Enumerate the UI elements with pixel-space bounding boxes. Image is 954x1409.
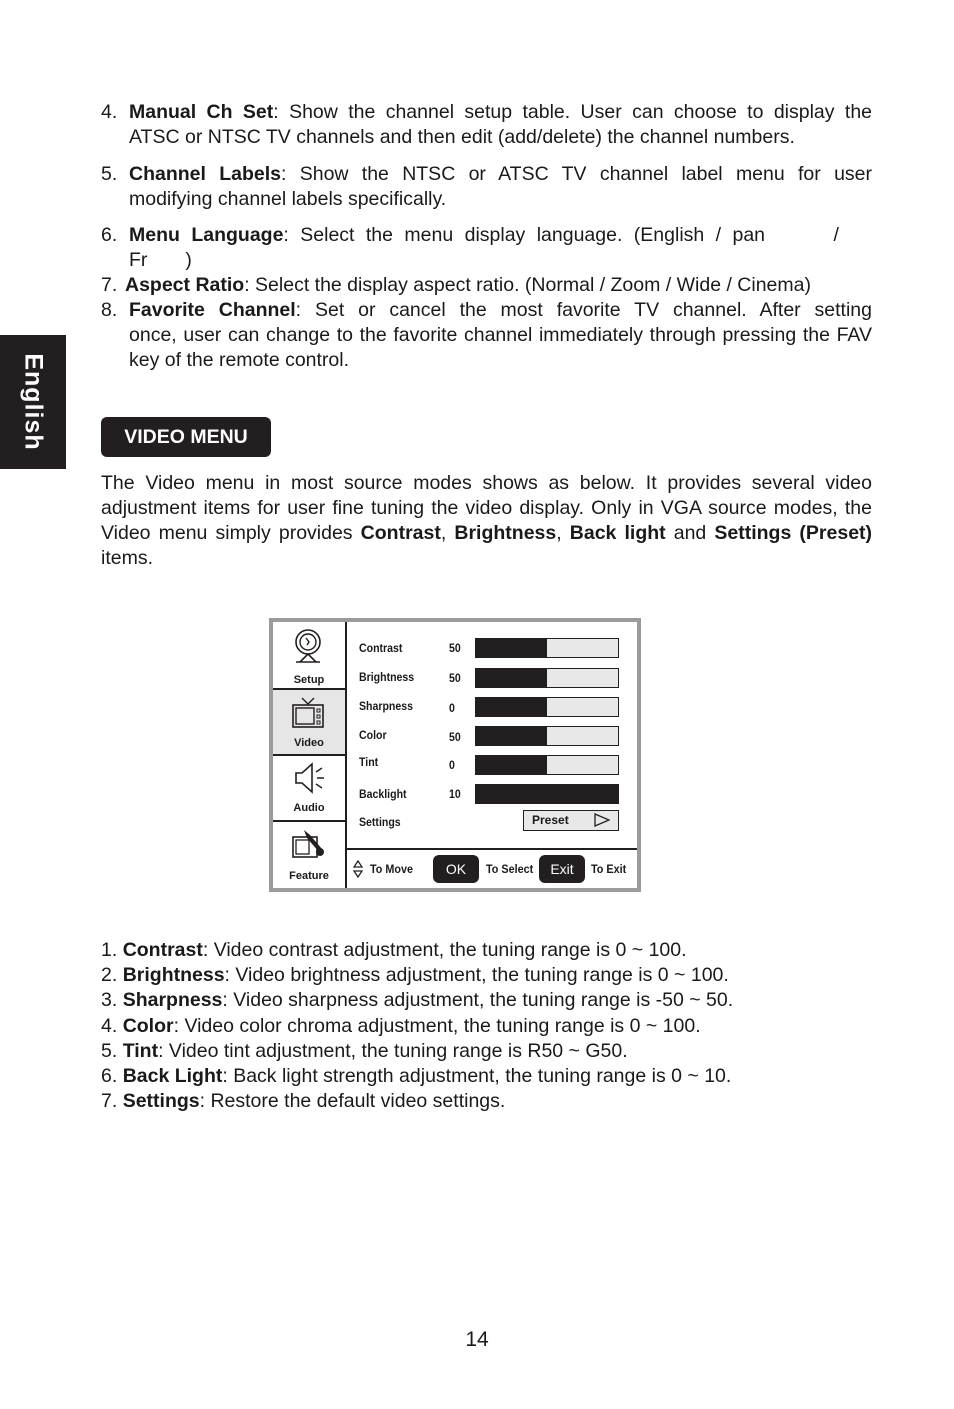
- osd-row-value-sharpness: 0: [449, 701, 455, 715]
- item-continuation: Fr ): [129, 249, 192, 271]
- osd-slider-contrast[interactable]: [475, 638, 619, 658]
- osd-category-label: Audio: [293, 802, 325, 814]
- intro-and: and: [665, 522, 715, 544]
- item-text: : Show the channel setup table. User can choose to display the: [273, 101, 873, 123]
- item-continuation: ATSC or NTSC TV channels and then edit (add/delete) the channel numbers.: [129, 126, 795, 148]
- list-item-text: : Back light strength adjustment, the tuning range is 0 ~ 10.: [222, 1065, 732, 1088]
- item-text: : Show the NTSC or ATSC TV channel label menu for user: [281, 163, 872, 185]
- osd-slider-fill: [476, 727, 547, 745]
- item-menu-language: [101, 223, 872, 273]
- list-item: [101, 1014, 733, 1039]
- osd-category-feature[interactable]: [273, 822, 345, 888]
- feature-tools-icon: [290, 826, 326, 862]
- osd-row-value-brightness: 50: [449, 671, 461, 685]
- osd-row-label-settings: Settings: [359, 815, 401, 829]
- osd-slider-sharpness[interactable]: [475, 697, 619, 717]
- osd-preset-label: Preset: [532, 813, 569, 827]
- osd-category-label: Feature: [289, 870, 329, 882]
- item-text: : Select the menu display language. (English / pan /: [283, 224, 839, 246]
- intro-bold-backlight: Back light: [569, 522, 666, 544]
- intro-sep: ,: [556, 522, 570, 544]
- osd-footer-select-text: To Select: [486, 862, 534, 876]
- intro-text: The Video menu in most source modes shows as below. It provides several video adjustment items for user fine tuning the video display. Only in VGA source modes, the Video menu simply provides: [101, 472, 872, 544]
- osd-category-sidebar: [273, 622, 347, 888]
- osd-row-label-color: Color: [359, 728, 387, 742]
- osd-category-video[interactable]: [273, 690, 345, 756]
- osd-row-value-contrast: 50: [449, 641, 461, 655]
- osd-ok-key[interactable]: OK: [433, 855, 479, 883]
- osd-preset-button[interactable]: [523, 810, 619, 831]
- list-item-number: 4.: [101, 1014, 118, 1037]
- list-item-text: : Video brightness adjustment, the tuning range is 0 ~ 100.: [224, 964, 729, 987]
- intro-sep: ,: [440, 522, 455, 544]
- intro-bold-contrast: Contrast: [360, 522, 441, 544]
- intro-paragraph: [101, 471, 872, 571]
- list-item-text: : Restore the default video settings.: [199, 1090, 506, 1113]
- osd-row-label-backlight: Backlight: [359, 787, 407, 801]
- osd-slider-fill: [476, 639, 547, 657]
- list-item-number: 1.: [101, 939, 118, 961]
- osd-slider-fill: [476, 698, 547, 716]
- osd-slider-brightness[interactable]: [475, 668, 619, 688]
- intro-bold-brightness: Brightness: [454, 522, 557, 544]
- video-tv-icon: [290, 696, 326, 732]
- osd-exit-key[interactable]: Exit: [539, 855, 585, 883]
- list-item-number: 5.: [101, 1039, 118, 1062]
- item-manual-ch-set: [101, 100, 872, 150]
- item-number: 4.: [101, 101, 118, 123]
- item-favorite-channel: [101, 298, 872, 373]
- intro-bold-settings: Settings (Preset): [714, 522, 873, 544]
- list-item: [101, 988, 733, 1013]
- osd-footer: [347, 848, 637, 888]
- section-badge-video-menu: VIDEO MENU: [101, 417, 271, 457]
- item-continuation: once, user can change to the favorite channel immediately through pressing the FAV key of the remote control.: [129, 324, 872, 371]
- osd-row-label-brightness: Brightness: [359, 670, 415, 684]
- osd-row-label-sharpness: Sharpness: [359, 699, 413, 713]
- audio-speaker-icon: [290, 760, 326, 796]
- item-term: Favorite Channel: [129, 299, 296, 321]
- list-item-text: : Video tint adjustment, the tuning range is R50 ~ G50.: [158, 1039, 628, 1062]
- osd-slider-fill: [476, 669, 547, 687]
- list-item-text: : Video color chroma adjustment, the tuning range is 0 ~ 100.: [173, 1014, 701, 1037]
- video-menu-osd-figure: [269, 618, 641, 892]
- osd-category-audio[interactable]: [273, 756, 345, 822]
- list-item-term: Sharpness: [122, 989, 223, 1012]
- list-item-term: Brightness: [122, 964, 225, 987]
- osd-category-label: Setup: [293, 674, 325, 686]
- osd-slider-fill: [476, 785, 618, 803]
- osd-row-value-tint: 0: [449, 758, 455, 772]
- item-term: Menu Language: [129, 224, 284, 246]
- osd-footer-move-text: To Move: [370, 862, 414, 876]
- intro-end: items.: [101, 547, 154, 569]
- list-item: [101, 938, 733, 963]
- list-item-term: Color: [122, 1014, 174, 1037]
- up-down-arrows-icon: [353, 860, 363, 878]
- list-item-term: Tint: [122, 1039, 159, 1062]
- item-number: 5.: [101, 163, 118, 185]
- osd-slider-tint[interactable]: [475, 755, 619, 775]
- list-item-number: 3.: [101, 989, 118, 1012]
- osd-category-label: Video: [294, 737, 324, 749]
- video-settings-list: [101, 938, 733, 1114]
- item-term: Aspect Ratio: [125, 274, 245, 296]
- item-number: 8.: [101, 299, 118, 321]
- list-item-number: 7.: [101, 1090, 118, 1113]
- item-channel-labels: [101, 162, 872, 212]
- list-item: [101, 1089, 733, 1114]
- list-item-number: 6.: [101, 1065, 118, 1088]
- osd-row-label-contrast: Contrast: [359, 641, 403, 655]
- language-side-tab-label: English: [19, 353, 48, 451]
- play-triangle-icon: [594, 813, 610, 827]
- language-side-tab: [0, 335, 66, 469]
- list-item: [101, 1039, 733, 1064]
- osd-category-setup[interactable]: [273, 622, 345, 690]
- list-item-text: : Video sharpness adjustment, the tuning range is -50 ~ 50.: [222, 989, 734, 1012]
- item-text: : Select the display aspect ratio. (Normal / Zoom / Wide / Cinema): [244, 274, 811, 296]
- osd-row-label-tint: Tint: [359, 755, 379, 769]
- list-item: [101, 963, 733, 988]
- item-term: Manual Ch Set: [129, 101, 274, 123]
- osd-row-value-color: 50: [449, 730, 461, 744]
- item-continuation: modifying channel labels specifically.: [129, 188, 447, 210]
- osd-slider-backlight[interactable]: [475, 784, 619, 804]
- item-number: 6.: [101, 224, 118, 246]
- item-text: : Set or cancel the most favorite TV channel. After setting: [295, 299, 873, 321]
- list-item-text: : Video contrast adjustment, the tuning range is 0 ~ 100.: [202, 939, 687, 961]
- osd-footer-exit-text: To Exit: [591, 862, 627, 876]
- item-number: 7.: [101, 274, 118, 296]
- osd-slider-fill: [476, 756, 547, 774]
- list-item-term: Back Light: [122, 1065, 223, 1088]
- item-aspect-ratio: [101, 273, 881, 298]
- list-item: [101, 1064, 733, 1089]
- item-term: Channel Labels: [129, 163, 281, 185]
- page-number: 14: [465, 1328, 489, 1351]
- osd-row-value-backlight: 10: [449, 787, 461, 801]
- list-item-term: Settings: [122, 1090, 200, 1113]
- osd-slider-color[interactable]: [475, 726, 619, 746]
- setup-dish-icon: [290, 628, 326, 664]
- list-item-term: Contrast: [122, 939, 203, 961]
- list-item-number: 2.: [101, 964, 118, 987]
